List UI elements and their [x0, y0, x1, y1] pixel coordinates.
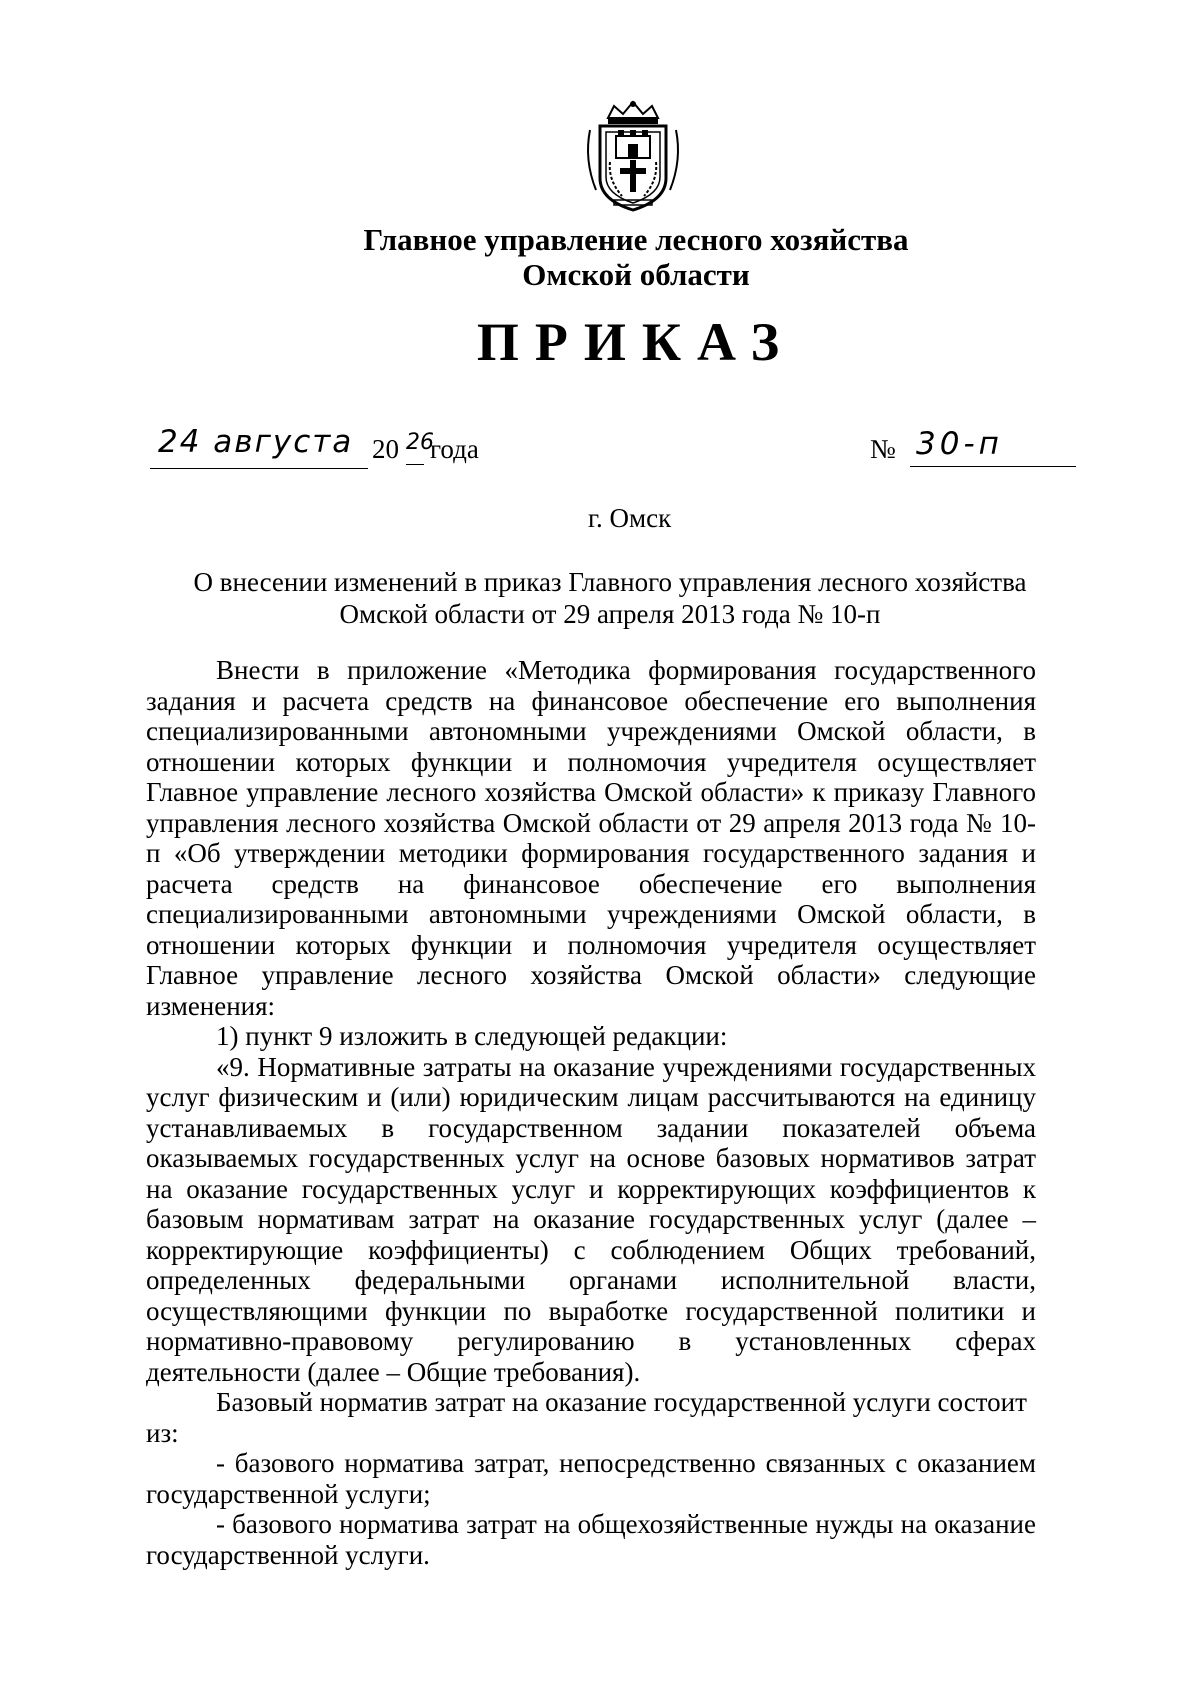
- subject-line-2: Омской области от 29 апреля 2013 года № 10-п: [339, 599, 881, 629]
- order-body: [146, 655, 1036, 1570]
- subject-line-1: О внесении изменений в приказ Главного управления лесного хозяйства: [193, 567, 1027, 597]
- order-subject: [140, 566, 1080, 630]
- date-underline: [150, 468, 368, 469]
- organization-name-line-1: Главное управление лесного хозяйства: [363, 222, 909, 257]
- date-year-suffix-handwritten: 26: [406, 430, 434, 455]
- body-paragraph-6: - базового норматива затрат на общехозяйственные нужды на оказание государственной услуги.: [146, 1509, 1036, 1570]
- body-paragraph-1: Внести в приложение «Методика формирования государственного задания и расчета средств на финансовое обеспечение его выполнения специализированными автономными учреждениями Омской области, в отношении которых функции и полномочия учредителя осуществляет Главное управление лесного хозяйства Омской области» к приказу Главного управления лесного хозяйства Омской области от 29 апреля 2013 года № 10-п «Об утверждении методики формирования государственного задания и расчета средств на финансовое обеспечение его выполнения специализированными автономными учреждениями Омской области, в отношении которых функции и полномочия учредителя осуществляет Главное управление лесного хозяйства Омской области» следующие изменения:: [146, 655, 1036, 1021]
- order-number-handwritten: 30-п: [916, 426, 1003, 462]
- number-underline: [910, 466, 1076, 467]
- city-name: г. Омск: [588, 503, 672, 533]
- document-type-title: ПРИКАЗ: [476, 312, 796, 372]
- body-paragraph-4: Базовый норматив затрат на оказание государственной услуги состоит из:: [146, 1387, 1027, 1448]
- date-year-prefix: 20: [372, 434, 399, 464]
- coat-of-arms-emblem: [578, 100, 688, 212]
- date-year-underline: [406, 464, 424, 465]
- date-day-month-handwritten: 24 августа: [158, 424, 354, 460]
- number-sign: №: [870, 434, 896, 464]
- date-year-word: года: [430, 434, 479, 464]
- body-paragraph-3: «9. Нормативные затраты на оказание учреждениями государственных услуг физическим и (или) юридическим лицам рассчитываются на единицу устанавливаемых в государственном задании показателей объема оказываемых государственных услуг на основе базовых нормативов затрат на оказание государственных услуг и корректирующих коэффициентов к базовым нормативам затрат на оказание государственных услуг (далее – корректирующие коэффициенты) с соблюдением Общих требований, определенных федеральными органами исполнительной власти, осуществляющими функции по выработке государственной политики и нормативно-правовому регулированию в установленных сферах деятельности (далее – Общие требования).: [146, 1051, 1036, 1387]
- body-paragraph-5: - базового норматива затрат, непосредственно связанных с оказанием государственной услуги;: [146, 1448, 1036, 1509]
- organization-name-line-2: Омской области: [522, 257, 750, 292]
- body-paragraph-2: 1) пункт 9 изложить в следующей редакции:: [216, 1021, 728, 1051]
